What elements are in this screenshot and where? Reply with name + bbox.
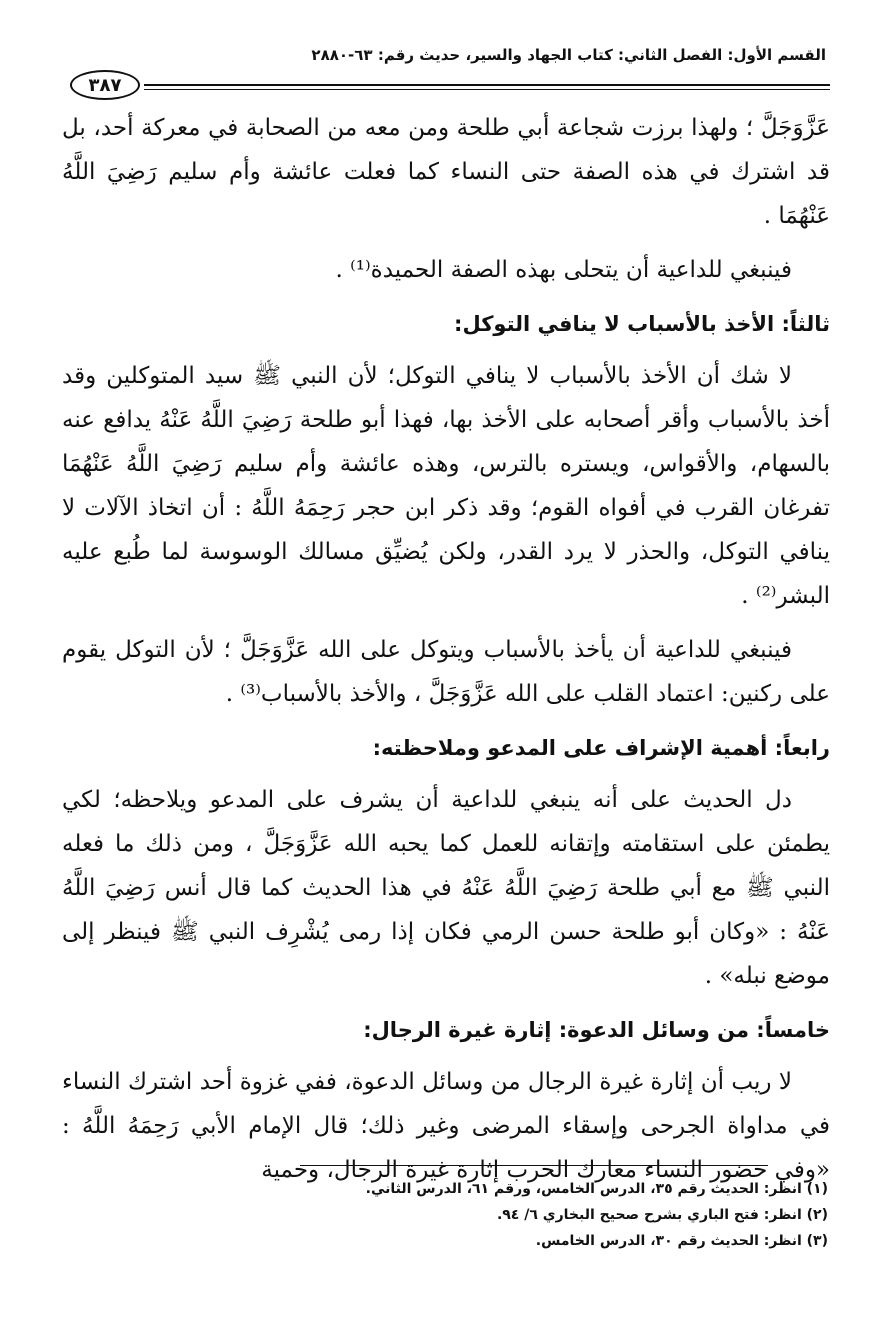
- header-rule-area: [62, 68, 830, 106]
- section-heading-3: ثالثاً: الأخذ بالأسباب لا ينافي التوكل:: [454, 312, 830, 336]
- footnote-2: (٢) انظر: فتح الباري بشرح صحيح البخاري ٦/ ٩٤.: [496, 1207, 828, 1223]
- footnote-1: (١) انظر: الحديث رقم ٣٥، الدرس الخامس، ورقم ٦١، الدرس الثاني.: [365, 1181, 828, 1197]
- paragraph-3: لا شك أن الأخذ بالأسباب لا ينافي التوكل؛ لأن النبي ﷺ سيد المتوكلين وقد أخذ بالأسباب وأقر أصحابه على الأخذ بها، فهذا أبو طلحة رَضِيَ اللَّهُ عَنْهُ يدافع عنه بالسهام، والأقواس، ويستره بالترس، وهذه عائشة وأم سليم رَضِيَ اللَّهُ عَنْهُمَا تفرغان القرب في أفواه القوم؛ وقد ذكر ابن حجر رَحِمَهُ اللَّهُ : أن اتخاذ الآلات لا ينافي التوكل، والحذر لا يرد القدر، ولكن يُضيِّق مسالك الوسوسة لما طُبع عليه البشر⁽²⁾ .: [62, 363, 830, 609]
- paragraph-5: دل الحديث على أنه ينبغي للداعية أن يشرف على المدعو ويلاحظه؛ لكي يطمئن على استقامته وإتقانه للعمل كما يحبه الله عَزَّوَجَلَّ ، ومن ذلك ما فعله النبي ﷺ مع أبي طلحة رَضِيَ اللَّهُ عَنْهُ في هذا الحديث كما قال أنس رَضِيَ اللَّهُ عَنْهُ : «وكان أبو طلحة حسن الرمي فكان إذا رمى يُشْرِف النبي ﷺ فينظر إلى موضع نبله» .: [62, 787, 830, 989]
- page-number: ٣٨٧: [70, 70, 140, 100]
- header-rule: [144, 84, 830, 90]
- paragraph-1: عَزَّوَجَلَّ ؛ ولهذا برزت شجاعة أبي طلحة ومن معه من الصحابة في معركة أحد، بل قد اشترك في هذه الصفة حتى النساء كما فعلت عائشة وأم سليم رَضِيَ اللَّهُ عَنْهُمَا .: [62, 115, 831, 229]
- footnote-separator: [300, 1165, 768, 1166]
- footnote-3: (٣) انظر: الحديث رقم ٣٠، الدرس الخامس.: [535, 1233, 828, 1249]
- section-heading-4: رابعاً: أهمية الإشراف على المدعو وملاحظته:: [372, 736, 830, 760]
- section-heading-5: خامساً: من وسائل الدعوة: إثارة غيرة الرجال:: [363, 1018, 830, 1042]
- paragraph-4: فينبغي للداعية أن يأخذ بالأسباب ويتوكل على الله عَزَّوَجَلَّ ؛ لأن التوكل يقوم على ركنين: اعتماد القلب على الله عَزَّوَجَلَّ ، والأخذ بالأسباب⁽³⁾ .: [62, 637, 830, 707]
- book-page: [62, 44, 830, 1192]
- paragraph-6: لا ريب أن إثارة غيرة الرجال من وسائل الدعوة، ففي غزوة أحد اشترك النساء في مداواة الجرحى وإسقاء المرضى وغير ذلك؛ قال الإمام الأبي رَحِمَهُ اللَّهُ : «وفي حضور النساء معارك الحرب إثارة غيرة الرجال، وحمية: [62, 1069, 830, 1183]
- paragraph-2: فينبغي للداعية أن يتحلى بهذه الصفة الحميدة⁽¹⁾ .: [335, 257, 792, 283]
- running-title: القسم الأول: الفصل الثاني: كتاب الجهاد والسير، حديث رقم: ٦٣-٢٨٨٠: [311, 46, 826, 64]
- footnotes: [60, 1176, 828, 1254]
- running-header: [62, 44, 830, 66]
